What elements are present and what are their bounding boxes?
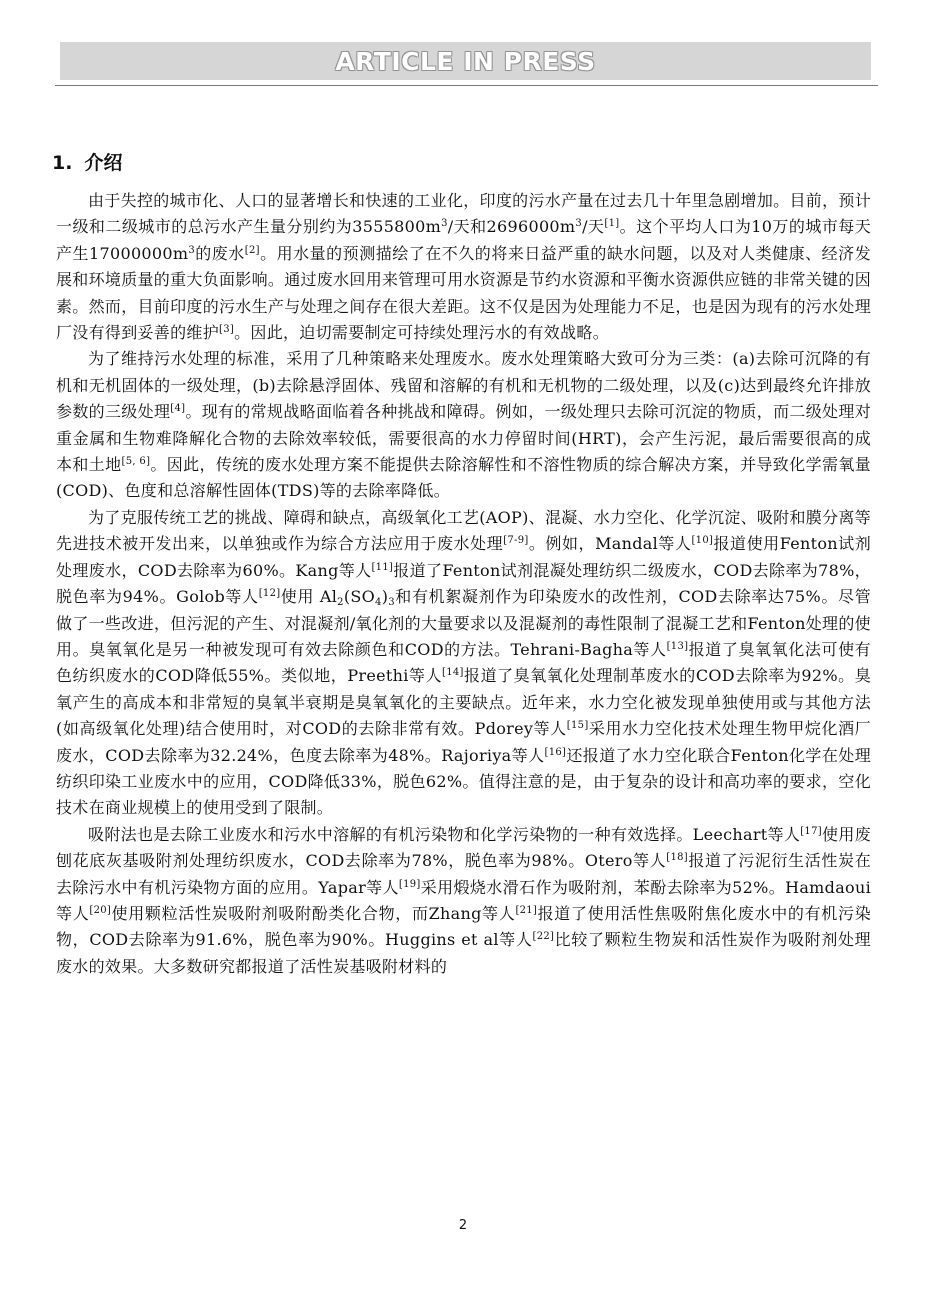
subscript: 4 [375, 597, 382, 609]
citation-superscript: [22] [532, 931, 555, 943]
text-run: /天和2696000m [447, 217, 576, 237]
text-run: 。现有的常规战略面临着各种挑战和障碍。例如，一级处理只去除可沉淀的物质，而二级处理对重金属和生物难降解化合物的去除效率较低，需要很高的水力停留时间(HRT)，会产生污泥，最后需要很高的成本和土地 [56, 402, 871, 475]
text-run: 的废水 [195, 243, 245, 263]
citation-superscript: [20] [89, 904, 112, 916]
paragraph [56, 188, 871, 346]
text-run: 。因此，传统的废水处理方案不能提供去除溶解性和不溶性物质的综合解决方案，并导致化学需氧量(COD)、色度和总溶解性固体(TDS)等的去除率降低。 [56, 455, 872, 501]
text-run: 报道了臭氧氧化处理制革废水的COD去除率为92%。臭氧产生的高成本和非常短的臭氧半衰期是臭氧氧化的主要缺点。近年来，水力空化被发现单独使用或与其他方法(如高级氧化处理)结合使用时，对COD的去除非常有效。Pdorey等人 [56, 666, 871, 739]
citation-superscript: [16] [544, 746, 567, 758]
text-run: 。因此，迫切需要制定可持续处理污水的有效战略。 [234, 323, 609, 343]
citation-superscript: [14] [442, 667, 464, 679]
citation-superscript: [13] [666, 640, 689, 652]
subscript: 3 [388, 597, 395, 609]
text-run: /天 [582, 217, 605, 237]
text-run: 报道了臭氧氧化法可使有色纺织废水的COD降低55%。类似地，Preethi等人 [56, 639, 871, 686]
header-rule [55, 85, 878, 86]
paragraph [56, 505, 871, 822]
citation-superscript: [5, 6] [121, 456, 151, 468]
text-run: 还报道了水力空化联合Fenton化学在处理纺织印染工业废水中的应用，COD降低33%，脱色62%。值得注意的是，由于复杂的设计和高功率的要求，空化技术在商业规模上的使用受到了限制。 [56, 745, 871, 818]
citation-superscript: [21] [515, 904, 538, 916]
text-run: ) [381, 587, 389, 607]
text-run: 使用颗粒活性炭吸附剂吸附酚类化合物，而Zhang等人 [111, 903, 516, 923]
text-run: (SO [343, 587, 376, 607]
citation-superscript: [3] [219, 324, 235, 336]
section-title: 介绍 [84, 152, 123, 174]
section-heading [52, 148, 122, 175]
citation-superscript: [15] [566, 720, 589, 732]
citation-superscript: 3 [441, 218, 448, 230]
text-run: 采用水力空化技术处理生物甲烷化酒厂废水，COD去除率为32.24%，色度去除率为48%。Rajoriya等人 [56, 719, 871, 765]
text-run: 为了维持污水处理的标准，采用了几种策略来处理废水。废水处理策略大致可分为三类：(a)去除可沉降的有机和无机固体的一级处理，(b)去除悬浮固体、残留和溶解的有机和无机物的二级处理，以及(c)达到最终允许排放参数的三级处理 [56, 349, 871, 422]
body-text [56, 188, 871, 980]
citation-superscript: [2] [244, 244, 260, 256]
citation-superscript: [10] [691, 535, 714, 547]
text-run: 使用 Al [280, 587, 338, 607]
citation-superscript: [17] [800, 825, 822, 837]
citation-superscript: [7-9] [503, 535, 529, 547]
paragraph [56, 346, 871, 504]
banner-text: ARTICLE IN PRESS [335, 46, 596, 76]
article-in-press-banner [60, 42, 871, 80]
citation-superscript: [18] [666, 852, 689, 864]
section-number: 1. [52, 152, 73, 174]
text-run: 使用废刨花底灰基吸附剂处理纺织废水，COD去除率为78%，脱色率为98%。Otero等人 [56, 824, 871, 871]
subscript: 2 [337, 597, 344, 609]
text-run: 为了克服传统工艺的挑战、障碍和缺点，高级氧化工艺(AOP)、混凝、水力空化、化学沉淀、吸附和膜分离等先进技术被开发出来，以单独或作为综合方法应用于废水处理 [56, 507, 871, 554]
text-run: 和有机絮凝剂作为印染废水的改性剂，COD去除率达75%。尽管做了一些改进，但污泥的产生、对混凝剂/氧化剂的大量要求以及混凝剂的毒性限制了混凝工艺和Fenton处理的使用。臭氧氧化是另一种被发现可有效去除颜色和COD的方法。Tehrani-Bagha等人 [56, 587, 871, 659]
page-number: 2 [458, 1218, 468, 1233]
citation-superscript: [4] [170, 403, 186, 415]
paragraph [56, 822, 871, 980]
text-run: 报道了Fenton试剂混凝处理纺织二级废水，COD去除率为78%，脱色率为94%。Golob等人 [56, 560, 871, 607]
citation-superscript: 3 [575, 218, 583, 230]
text-run: 报道了使用活性焦吸附焦化废水中的有机污染物，COD去除率为91.6%，脱色率为90%。Huggins et al等人 [56, 903, 871, 950]
text-run: 。这个平均人口为10万的城市每天产生17000000m [56, 217, 871, 263]
citation-superscript: [1] [604, 218, 620, 230]
citation-superscript: [19] [398, 878, 421, 890]
text-run: 采用煅烧水滑石作为吸附剂，苯酚去除率为52%。Hamdaoui等人 [56, 877, 871, 923]
citation-superscript: [12] [258, 588, 281, 600]
text-run: 。用水量的预测描绘了在不久的将来日益严重的缺水问题，以及对人类健康、经济发展和环境质量的重大负面影响。通过废水回用来管理可用水资源是节约水资源和平衡水资源供应链的非常关键的因素。然而，目前印度的污水生产与处理之间存在很大差距。这不仅是因为处理能力不足，也是因为现有的污水处理厂没有得到妥善的维护 [56, 243, 872, 343]
text-run: 比较了颗粒生物炭和活性炭作为吸附剂处理废水的效果。大多数研究都报道了活性炭基吸附材料的 [56, 930, 871, 976]
text-run: 报道使用Fenton试剂处理废水，COD去除率为60%。Kang等人 [56, 534, 871, 580]
text-run: 。例如，Mandal等人 [528, 534, 692, 554]
text-run: 报道了污泥衍生活性炭在去除污水中有机污染物方面的应用。Yapar等人 [56, 851, 871, 897]
text-run: 吸附法也是去除工业废水和污水中溶解的有机污染物和化学污染物的一种有效选择。Leechart等人 [88, 824, 801, 844]
text-run: 由于失控的城市化、人口的显著增长和快速的工业化，印度的污水产量在过去几十年里急剧增加。目前，预计一级和二级城市的总污水产生量分别约为3555800m [56, 191, 871, 237]
citation-superscript: [11] [371, 561, 394, 573]
citation-superscript: 3 [188, 244, 196, 256]
